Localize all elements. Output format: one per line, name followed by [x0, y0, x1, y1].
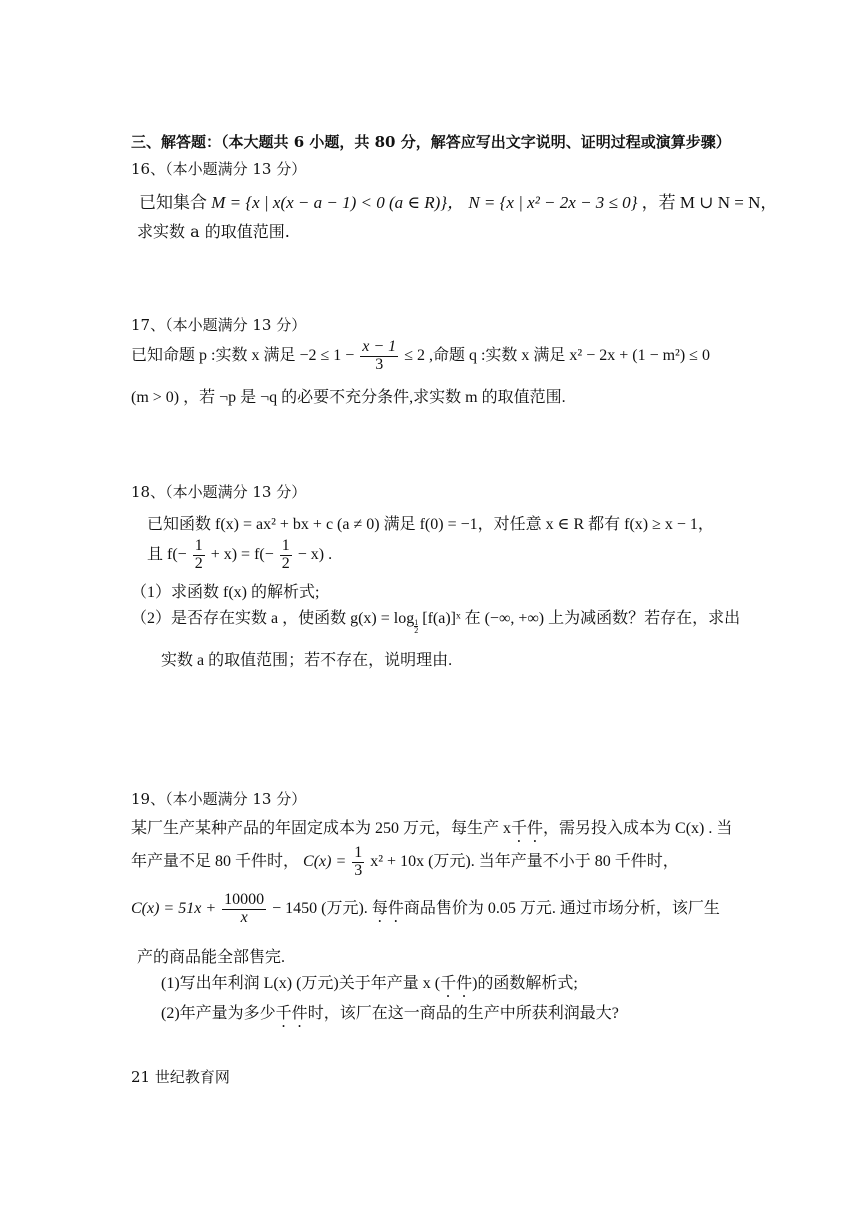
q16-number: 16、（本小题满分 13 分） — [131, 160, 307, 178]
q18-part2 — [131, 605, 740, 634]
q19-part2-post: 时，该厂在这一商品的生产中所获利润最大? — [307, 1005, 619, 1022]
q19-part2 — [161, 1000, 619, 1031]
q19-part1 — [161, 970, 578, 1001]
q18-number: 18、（本小题满分 13 分） — [131, 483, 307, 501]
q17-frac-num: x − 1 — [362, 338, 397, 355]
q18-half-2-den: 2 — [281, 554, 290, 572]
q16-ask: 求实数 a 的取值范围. — [137, 222, 290, 241]
q18-part1: （1）求函数 f(x) 的解析式; — [131, 584, 320, 601]
q17-p-intro: 已知命题 p :实数 x 满足 −2 ≤ 1 − — [131, 346, 355, 364]
q19-each-item: 每件 — [371, 899, 404, 917]
q17-line2: (m > 0) ，若 ¬p 是 ¬q 的必要不充分条件,求实数 m 的取值范围. — [131, 389, 566, 406]
q17-fraction — [360, 339, 398, 374]
q19-line2-cx: C(x) = — [303, 852, 347, 870]
q19-line2-post: x² + 10x (万元). 当年产量不小于 80 千件时， — [370, 852, 679, 870]
q18-part2-post: [f(a)]ˣ 在 (−∞, +∞) 上为减函数？若存在，求出 — [422, 610, 741, 627]
q19-third-den: 3 — [354, 861, 363, 879]
q19-part2-unit: 千件 — [275, 1005, 308, 1022]
q18-log-base-den: 2 — [414, 626, 419, 635]
q19-part1-pre: (1)写出年利润 L(x) (万元)关于年产量 x ( — [161, 975, 441, 992]
q19-line4: 产的商品能全部售完. — [137, 949, 286, 966]
q19-big-frac-num: 10000 — [224, 891, 265, 908]
q16-intro: 已知集合 — [139, 193, 207, 212]
q16-statement — [139, 188, 777, 213]
q18-part2-line2: 实数 a 的取值范围；若不存在，说明理由. — [161, 652, 453, 669]
q18-line2-end: − x) . — [297, 545, 333, 563]
footer-source: 21 世纪教育网 — [131, 1068, 230, 1086]
q16-set-n: N = {x | x² − 2x − 3 ≤ 0} — [468, 193, 638, 212]
q18-part2-pre: （2）是否存在实数 a ，使函数 g(x) = log — [131, 610, 415, 627]
q19-big-frac-den: x — [240, 908, 248, 926]
q16-set-m: M = {x | x(x − a − 1) < 0 (a ∈ R)}， — [211, 193, 465, 212]
q17-p-rest: ≤ 2 ,命题 q :实数 x 满足 x² − 2x + (1 − m²) ≤ 0 — [404, 346, 710, 364]
q18-line2-pre: 且 f(− — [147, 545, 187, 563]
q19-line1-post: ，需另投入成本为 C(x) . 当 — [543, 820, 733, 837]
q19-part1-post: )的函数解析式; — [472, 975, 578, 992]
q19-third — [352, 845, 364, 880]
q18-half-2 — [280, 538, 292, 573]
q18-half-2-num: 1 — [281, 537, 290, 554]
q19-line1-pre: 某厂生产某种产品的年固定成本为 250 万元，每生产 x — [131, 820, 512, 837]
q18-line2 — [147, 538, 332, 573]
q19-third-num: 1 — [354, 844, 363, 861]
q19-line1 — [131, 815, 732, 846]
q18-line2-mid: + x) = f(− — [210, 545, 274, 563]
q19-unit-kilo: 千件 — [511, 820, 544, 837]
q19-line3-mid: − 1450 (万元). — [272, 899, 372, 917]
section-heading: 三、解答题：（本大题共 6 小题，共 80 分，解答应写出文字说明、证明过程或演算步骤） — [131, 133, 731, 151]
q18-half-1-den: 2 — [194, 554, 203, 572]
q18-log-base-num: 1 — [414, 617, 419, 627]
q19-line3-pre: C(x) = 51x + — [131, 899, 217, 917]
q18-log-base — [414, 619, 418, 634]
q16-condition: ，若 M ∪ N = N， — [641, 193, 778, 212]
q19-line3 — [131, 892, 720, 927]
q19-number: 19、（本小题满分 13 分） — [131, 790, 307, 808]
q19-part2-pre: (2)年产量为多少 — [161, 1005, 276, 1022]
q17-statement — [131, 339, 710, 374]
q19-line2-pre: 年产量不足 80 千件时， — [131, 852, 300, 870]
q17-frac-den: 3 — [375, 355, 384, 373]
q18-line1: 已知函数 f(x) = ax² + bx + c (a ≠ 0) 满足 f(0) = −1，对任意 x ∈ R 都有 f(x) ≥ x − 1， — [147, 516, 714, 533]
q19-part1-unit: 千件 — [440, 975, 473, 992]
q19-big-frac — [222, 892, 266, 927]
q18-half-1 — [193, 538, 205, 573]
q19-line2 — [131, 845, 679, 880]
q18-half-1-num: 1 — [194, 537, 203, 554]
q17-number: 17、（本小题满分 13 分） — [131, 316, 307, 334]
q19-line3-post: 商品售价为 0.05 万元. 通过市场分析，该厂生 — [403, 899, 720, 917]
